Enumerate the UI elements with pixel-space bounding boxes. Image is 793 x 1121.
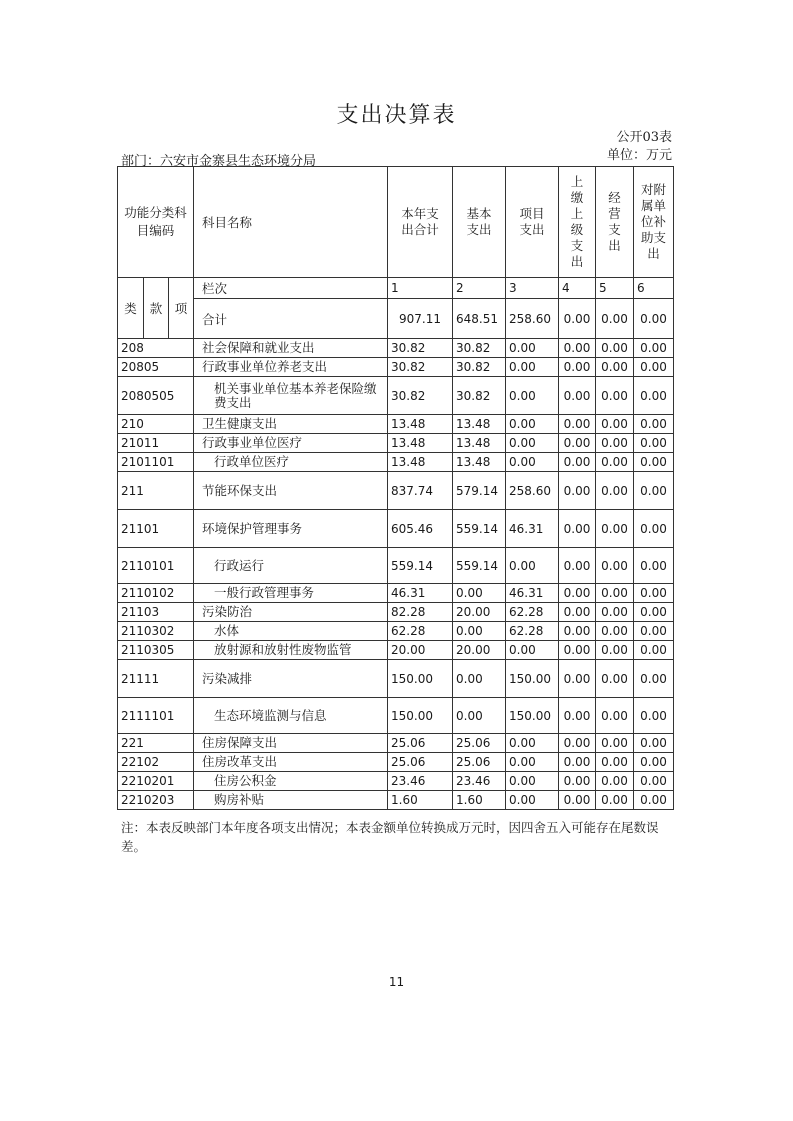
lanci-label: 栏次: [194, 278, 388, 299]
row-subsidy: 0.00: [634, 734, 674, 753]
row-subject: 一般行政管理事务: [194, 584, 388, 603]
row-subsidy: 0.00: [634, 772, 674, 791]
row-business: 0.00: [596, 791, 634, 810]
row-business: 0.00: [596, 510, 634, 548]
row-basic: 13.48: [453, 415, 506, 434]
row-business: 0.00: [596, 734, 634, 753]
col-number: 4: [559, 278, 596, 299]
row-upper: 0.00: [559, 358, 596, 377]
row-code: 21101: [118, 510, 194, 548]
row-subsidy: 0.00: [634, 548, 674, 584]
row-subsidy: 0.00: [634, 415, 674, 434]
table-row: [118, 622, 674, 641]
row-business: 0.00: [596, 358, 634, 377]
table-row: [118, 753, 674, 772]
row-upper: 0.00: [559, 791, 596, 810]
header-basic: 基本支出: [453, 167, 506, 278]
form-number: 公开03表: [616, 130, 672, 145]
table-row: [118, 734, 674, 753]
row-project: 62.28: [506, 622, 559, 641]
header-lei: 类: [118, 278, 144, 339]
row-subsidy: 0.00: [634, 339, 674, 358]
row-project: 0.00: [506, 453, 559, 472]
row-business: 0.00: [596, 453, 634, 472]
row-basic: 0.00: [453, 660, 506, 698]
row-business: 0.00: [596, 660, 634, 698]
row-total: 82.28: [388, 603, 453, 622]
table-row: [118, 641, 674, 660]
header-subject: 科目名称: [194, 167, 388, 278]
row-code: 22102: [118, 753, 194, 772]
total-project: 258.60: [506, 299, 559, 339]
row-code: 2110305: [118, 641, 194, 660]
row-total: 13.48: [388, 453, 453, 472]
total-row: [118, 299, 674, 339]
row-subject: 行政单位医疗: [194, 453, 388, 472]
row-basic: 579.14: [453, 472, 506, 510]
header-row: [118, 167, 674, 278]
row-subject: 节能环保支出: [194, 472, 388, 510]
total-label: 合计: [194, 299, 388, 339]
row-subsidy: 0.00: [634, 641, 674, 660]
row-total: 150.00: [388, 660, 453, 698]
row-subject: 社会保障和就业支出: [194, 339, 388, 358]
row-project: 150.00: [506, 698, 559, 734]
table-row: [118, 772, 674, 791]
row-upper: 0.00: [559, 734, 596, 753]
row-project: 46.31: [506, 584, 559, 603]
row-project: 0.00: [506, 772, 559, 791]
row-upper: 0.00: [559, 660, 596, 698]
row-business: 0.00: [596, 641, 634, 660]
row-subsidy: 0.00: [634, 377, 674, 415]
header-upper: 上缴上级支出: [559, 167, 596, 278]
table-row: [118, 660, 674, 698]
row-code: 2080505: [118, 377, 194, 415]
row-subsidy: 0.00: [634, 622, 674, 641]
col-number: 6: [634, 278, 674, 299]
row-upper: 0.00: [559, 415, 596, 434]
table-row: [118, 358, 674, 377]
row-code: 211: [118, 472, 194, 510]
row-basic: 30.82: [453, 339, 506, 358]
table-row: [118, 453, 674, 472]
row-business: 0.00: [596, 603, 634, 622]
row-business: 0.00: [596, 472, 634, 510]
row-total: 559.14: [388, 548, 453, 584]
row-subsidy: 0.00: [634, 603, 674, 622]
row-code: 21103: [118, 603, 194, 622]
row-subject: 住房公积金: [194, 772, 388, 791]
table-row: [118, 603, 674, 622]
row-code: 221: [118, 734, 194, 753]
row-code: 2110102: [118, 584, 194, 603]
col-number: 1: [388, 278, 453, 299]
row-subject: 购房补贴: [194, 791, 388, 810]
row-total: 150.00: [388, 698, 453, 734]
row-total: 25.06: [388, 734, 453, 753]
lanci-row: [118, 278, 674, 299]
row-business: 0.00: [596, 753, 634, 772]
row-project: 0.00: [506, 358, 559, 377]
row-subsidy: 0.00: [634, 660, 674, 698]
header-kuan: 款: [144, 278, 169, 339]
row-basic: 20.00: [453, 603, 506, 622]
row-upper: 0.00: [559, 772, 596, 791]
row-upper: 0.00: [559, 339, 596, 358]
header-xiang: 项: [169, 278, 194, 339]
row-subject: 放射源和放射性废物监管: [194, 641, 388, 660]
row-business: 0.00: [596, 377, 634, 415]
row-code: 21011: [118, 434, 194, 453]
row-business: 0.00: [596, 584, 634, 603]
page-title: 支出决算表: [336, 103, 457, 128]
row-code: 2110101: [118, 548, 194, 584]
col-number: 3: [506, 278, 559, 299]
header-business: 经营支出: [596, 167, 634, 278]
row-upper: 0.00: [559, 510, 596, 548]
row-upper: 0.00: [559, 434, 596, 453]
row-upper: 0.00: [559, 698, 596, 734]
row-code: 20805: [118, 358, 194, 377]
total-upper: 0.00: [559, 299, 596, 339]
row-business: 0.00: [596, 698, 634, 734]
row-total: 20.00: [388, 641, 453, 660]
row-project: 258.60: [506, 472, 559, 510]
row-upper: 0.00: [559, 641, 596, 660]
row-upper: 0.00: [559, 584, 596, 603]
row-upper: 0.00: [559, 603, 596, 622]
row-subject: 机关事业单位基本养老保险缴费支出: [194, 377, 388, 415]
row-total: 30.82: [388, 358, 453, 377]
row-basic: 30.82: [453, 377, 506, 415]
total-basic: 648.51: [453, 299, 506, 339]
row-project: 0.00: [506, 734, 559, 753]
row-basic: 23.46: [453, 772, 506, 791]
row-subject: 卫生健康支出: [194, 415, 388, 434]
row-upper: 0.00: [559, 548, 596, 584]
row-basic: 20.00: [453, 641, 506, 660]
row-code: 2210203: [118, 791, 194, 810]
table-row: [118, 791, 674, 810]
header-project: 项目支出: [506, 167, 559, 278]
row-basic: 13.48: [453, 434, 506, 453]
row-total: 837.74: [388, 472, 453, 510]
row-subject: 水体: [194, 622, 388, 641]
row-subject: 生态环境监测与信息: [194, 698, 388, 734]
row-subsidy: 0.00: [634, 434, 674, 453]
row-upper: 0.00: [559, 472, 596, 510]
row-basic: 25.06: [453, 734, 506, 753]
row-code: 2210201: [118, 772, 194, 791]
department-label: 部门：六安市金寨县生态环境分局: [121, 154, 317, 169]
row-subsidy: 0.00: [634, 584, 674, 603]
row-subject: 污染防治: [194, 603, 388, 622]
row-project: 0.00: [506, 791, 559, 810]
table-row: [118, 339, 674, 358]
row-subsidy: 0.00: [634, 510, 674, 548]
header-subsidy: 对附属单位补助支出: [634, 167, 674, 278]
table-row: [118, 377, 674, 415]
row-subject: 环境保护管理事务: [194, 510, 388, 548]
row-business: 0.00: [596, 415, 634, 434]
row-total: 13.48: [388, 415, 453, 434]
row-project: 0.00: [506, 434, 559, 453]
row-upper: 0.00: [559, 377, 596, 415]
table-row: [118, 415, 674, 434]
row-project: 0.00: [506, 753, 559, 772]
row-business: 0.00: [596, 434, 634, 453]
row-basic: 0.00: [453, 584, 506, 603]
total-subsidy: 0.00: [634, 299, 674, 339]
row-code: 2111101: [118, 698, 194, 734]
row-total: 605.46: [388, 510, 453, 548]
row-subject: 住房保障支出: [194, 734, 388, 753]
row-subsidy: 0.00: [634, 472, 674, 510]
row-subsidy: 0.00: [634, 791, 674, 810]
row-code: 208: [118, 339, 194, 358]
row-upper: 0.00: [559, 753, 596, 772]
table-row: [118, 584, 674, 603]
row-business: 0.00: [596, 339, 634, 358]
row-business: 0.00: [596, 548, 634, 584]
expenditure-table: [117, 166, 674, 810]
row-basic: 0.00: [453, 622, 506, 641]
row-subject: 住房改革支出: [194, 753, 388, 772]
col-number: 2: [453, 278, 506, 299]
row-project: 0.00: [506, 415, 559, 434]
row-total: 46.31: [388, 584, 453, 603]
row-business: 0.00: [596, 622, 634, 641]
header-total: 本年支出合计: [388, 167, 453, 278]
row-code: 210: [118, 415, 194, 434]
row-basic: 559.14: [453, 548, 506, 584]
row-subject: 行政运行: [194, 548, 388, 584]
row-project: 0.00: [506, 377, 559, 415]
row-code: 2101101: [118, 453, 194, 472]
row-upper: 0.00: [559, 622, 596, 641]
row-business: 0.00: [596, 772, 634, 791]
row-total: 30.82: [388, 377, 453, 415]
row-basic: 559.14: [453, 510, 506, 548]
row-subsidy: 0.00: [634, 453, 674, 472]
total-business: 0.00: [596, 299, 634, 339]
row-project: 0.00: [506, 548, 559, 584]
row-subject: 行政事业单位养老支出: [194, 358, 388, 377]
row-basic: 0.00: [453, 698, 506, 734]
row-total: 62.28: [388, 622, 453, 641]
row-total: 25.06: [388, 753, 453, 772]
unit-label: 单位：万元: [606, 148, 672, 163]
row-total: 23.46: [388, 772, 453, 791]
row-subsidy: 0.00: [634, 753, 674, 772]
row-total: 1.60: [388, 791, 453, 810]
total-total: 907.11: [388, 299, 453, 339]
row-subject: 污染减排: [194, 660, 388, 698]
row-subsidy: 0.00: [634, 698, 674, 734]
row-basic: 13.48: [453, 453, 506, 472]
row-subsidy: 0.00: [634, 358, 674, 377]
row-project: 0.00: [506, 339, 559, 358]
row-project: 62.28: [506, 603, 559, 622]
row-upper: 0.00: [559, 453, 596, 472]
footnote: 注：本表反映部门本年度各项支出情况；本表金额单位转换成万元时，因四舍五入可能存在尾数误差。: [121, 820, 659, 854]
row-basic: 1.60: [453, 791, 506, 810]
row-code: 2110302: [118, 622, 194, 641]
row-total: 30.82: [388, 339, 453, 358]
row-total: 13.48: [388, 434, 453, 453]
row-project: 0.00: [506, 641, 559, 660]
row-code: 21111: [118, 660, 194, 698]
table-row: [118, 472, 674, 510]
table-row: [118, 434, 674, 453]
page-number: 11: [388, 975, 405, 989]
table-row: [118, 548, 674, 584]
row-basic: 30.82: [453, 358, 506, 377]
row-project: 150.00: [506, 660, 559, 698]
table-row: [118, 510, 674, 548]
row-project: 46.31: [506, 510, 559, 548]
col-number: 5: [596, 278, 634, 299]
table-row: [118, 698, 674, 734]
row-basic: 25.06: [453, 753, 506, 772]
header-func-code: 功能分类科目编码: [118, 167, 194, 278]
row-subject: 行政事业单位医疗: [194, 434, 388, 453]
